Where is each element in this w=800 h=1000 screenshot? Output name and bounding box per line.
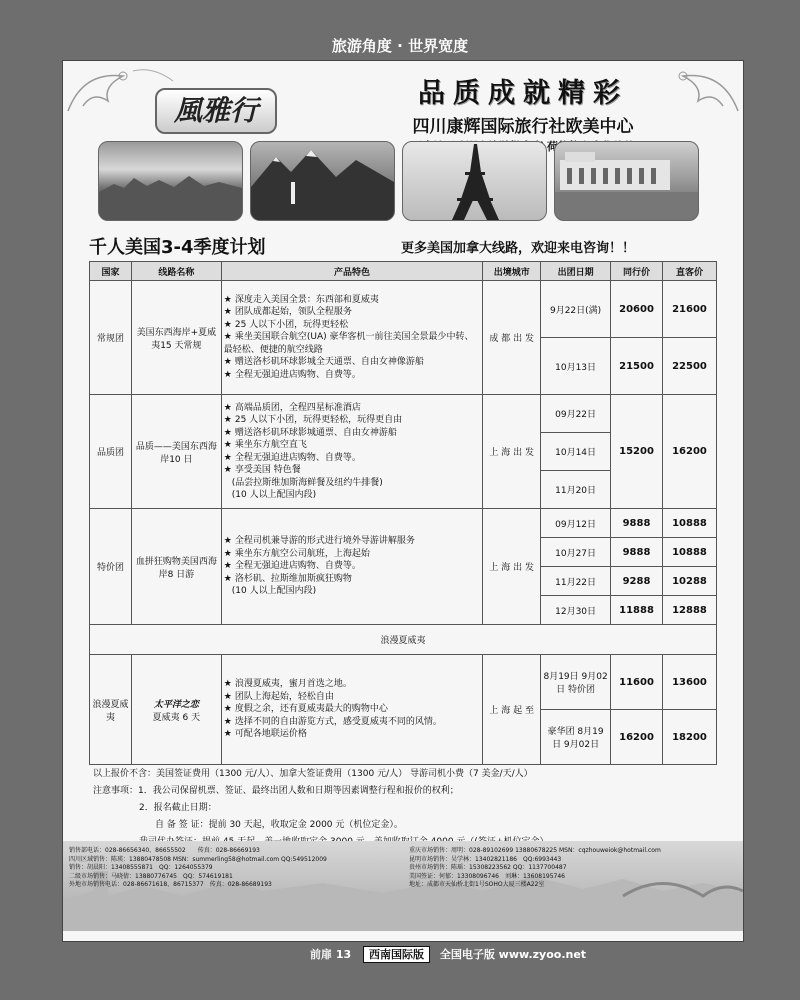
features-cell: ★ 深度走入美国全景：东西部和夏威夷 ★ 团队成都起始，领队全程服务 ★ 25 人以下小团，玩得更轻松 ★ 乘坐美国联合航空(UA) 豪华客机一前往美国全景最少中转、最轻松、便捷的航空线路 ★ 赠送洛杉矶环球影城全天通票、自由女神像游船 ★ 全程无强迫进店购物、自费等。 xyxy=(221,281,482,395)
route-name: 夏威夷 6 天 xyxy=(152,712,201,723)
retail-price-cell: 12888 xyxy=(663,596,717,625)
retail-price-cell: 18200 xyxy=(663,710,717,765)
peer-price-cell: 21500 xyxy=(611,338,663,395)
date-cell: 09月22日 xyxy=(541,395,611,433)
contacts-left: 销售部电话：028-86656340、86655502 传真：028-86669193 四川区域销售：陈瑛：13880478508 MSN：summerling58@hotmail.com QQ:549512009 销售：胡晨阳：13408555871 QQ：1264055379 二级市场销售：马晓倩：13880776745 QQ：574619181 外地市场销售电话：028-86671618、86715377 传真：028-86689193 xyxy=(69,847,327,888)
route-cell: 血拼狂购物美国西海岸8 日游 xyxy=(131,509,221,625)
city-cell: 上 海 出 发 xyxy=(483,395,541,509)
section-title: 浪漫夏威夷 xyxy=(90,625,717,655)
star-icon: ★ xyxy=(223,691,232,702)
header-retail-price: 直客价 xyxy=(663,262,717,281)
retail-price-cell: 13600 xyxy=(663,655,717,710)
website-link[interactable]: www.zyoo.net xyxy=(498,948,587,961)
star-icon: ★ xyxy=(223,402,232,413)
retail-price-cell: 22500 xyxy=(663,338,717,395)
table-row xyxy=(90,395,717,433)
route-cell: 品质——美国东西海岸10 日 xyxy=(131,395,221,509)
peer-price-cell: 9888 xyxy=(611,509,663,538)
contacts-right: 重庆市场销售：周明：028-89102699 13880678225 MSN：cqzhouweiok@hotmail.com 昆明市场销售：吴学林：13402821186 QQ:6993443 贵州市场销售：陈瑶：15308223562 QQ：1137700487 美国签证：何郁：13308096746 刘琳：13608195746 地址：成都市天仙桥北街1号SOHO大厦三楼A22室 xyxy=(409,847,661,888)
date-cell: 10月14日 xyxy=(541,433,611,471)
peer-price-cell: 9288 xyxy=(611,567,663,596)
date-cell: 11月20日 xyxy=(541,471,611,509)
date-cell: 豪华团 8月19日 9月02日 xyxy=(541,710,611,765)
retail-price-cell: 21600 xyxy=(663,281,717,338)
retail-price-cell: 10888 xyxy=(663,509,717,538)
star-icon: ★ xyxy=(223,319,232,330)
agency-name: 四川康辉国际旅行社欧美中心 xyxy=(412,117,634,137)
star-icon: ★ xyxy=(223,548,232,559)
header-country: 国家 xyxy=(90,262,132,281)
category-cell: 品质团 xyxy=(90,395,132,509)
star-icon: ★ xyxy=(223,307,232,318)
edition-slogan: 全国电子版 xyxy=(439,948,495,961)
price-exclusions: 以上报价不含：美国签证费用（1300 元/人）、加拿大签证费用（1300 元/人） 导游司机小费（7 美金/天/人） xyxy=(93,769,533,779)
brand-logo xyxy=(155,88,277,134)
date-cell: 10月13日 xyxy=(541,338,611,395)
star-icon: ★ xyxy=(223,465,232,475)
features-cell: ★ 全程司机兼导游的形式进行境外导游讲解服务 ★ 乘坐东方航空公司航班，上海起始 ★ 全程无强迫进店购物、自费等。 ★ 洛杉矶、拉斯维加斯疯狂购物 (10 人以上配国内段) xyxy=(221,509,482,625)
category-cell: 常规团 xyxy=(90,281,132,395)
bottom-bar xyxy=(310,946,586,962)
city-cell: 成 都 出 发 xyxy=(483,281,541,395)
star-icon: ★ xyxy=(223,369,232,380)
header-departure-date: 出团日期 xyxy=(541,262,611,281)
header-peer-price: 同行价 xyxy=(611,262,663,281)
star-icon: ★ xyxy=(223,561,232,572)
star-icon: ★ xyxy=(223,716,232,727)
star-icon: ★ xyxy=(223,294,232,305)
star-icon: ★ xyxy=(223,415,232,425)
photo-strip xyxy=(98,141,698,221)
peer-price-cell: 20600 xyxy=(611,281,663,338)
peer-price-cell: 16200 xyxy=(611,710,663,765)
star-icon: ★ xyxy=(223,357,232,368)
page-number: 前扉 13 xyxy=(310,948,352,961)
city-cell: 上 海 起 至 xyxy=(483,655,541,765)
top-banner xyxy=(0,0,800,60)
table-header-row xyxy=(90,262,717,281)
photo-riverside-palace xyxy=(554,141,699,221)
agency-slogan: 品质成就精彩 xyxy=(418,78,628,109)
star-icon: ★ xyxy=(223,332,232,343)
star-icon: ★ xyxy=(223,536,232,547)
table-row xyxy=(90,655,717,710)
peer-price-cell: 15200 xyxy=(611,395,663,509)
notes-block xyxy=(93,766,713,851)
features-cell: ★ 高端品质团，全程四星标准酒店 ★ 25 人以下小团，玩得更轻松，玩得更自由 ★ 赠送洛杉矶环球影城通票、自由女神游船 ★ 乘坐东方航空直飞 ★ 全程无强迫进店购物、自费等。 ★ 享受美国 特色餐 (品尝拉斯维加斯海鲜餐及纽约牛排餐) (10 人以上配国内段) xyxy=(221,395,482,509)
photo-eiffel-tower xyxy=(402,141,547,221)
star-icon: ★ xyxy=(223,729,232,740)
table-row xyxy=(90,509,717,538)
star-icon: ★ xyxy=(223,704,232,715)
edition-label: 西南国际版 xyxy=(363,946,430,963)
date-cell: 10月27日 xyxy=(541,538,611,567)
date-cell: 11月22日 xyxy=(541,567,611,596)
brand-name: 風雅行 xyxy=(173,94,258,127)
features-cell: ★ 浪漫夏威夷，蜜月首选之地。 ★ 团队上海起始，轻松自由 ★ 度假之余，还有夏威夷最大的购物中心 ★ 选择不同的自由游览方式，感受夏威夷不同的风情。 ★ 可配各地联运价格 xyxy=(221,655,482,765)
peer-price-cell: 11600 xyxy=(611,655,663,710)
tour-price-table xyxy=(89,261,717,765)
plan-title: 千人美国3-4季度计划 xyxy=(89,237,266,258)
star-icon: ★ xyxy=(223,427,232,438)
top-slogan: 旅游角度 · 世界宽度 xyxy=(331,37,469,55)
note-item: 自 备 签 证：提前 30 天起，收取定金 2000 元（机位定金）。 xyxy=(155,820,403,830)
date-cell: 12月30日 xyxy=(541,596,611,625)
ad-page xyxy=(62,60,744,942)
category-cell: 浪漫夏威夷 xyxy=(90,655,132,765)
header-features: 产品特色 xyxy=(221,262,482,281)
peer-price-cell: 9888 xyxy=(611,538,663,567)
photo-mountains xyxy=(250,141,395,221)
date-cell: 09月12日 xyxy=(541,509,611,538)
route-cell xyxy=(131,655,221,765)
header-route: 线路名称 xyxy=(131,262,221,281)
note-item: 2．报名截止日期： xyxy=(139,803,217,813)
peer-price-cell: 11888 xyxy=(611,596,663,625)
section-row xyxy=(90,625,717,655)
note-item: 注意事项：1．我公司保留机票、签证、最终出团人数和日期等因素调整行程和报价的权利； xyxy=(93,786,459,796)
table-row xyxy=(90,281,717,338)
photo-old-town xyxy=(98,141,243,221)
route-cell: 美国东西海岸+夏威夷15 天常规 xyxy=(131,281,221,395)
contacts-footer xyxy=(63,841,743,931)
retail-price-cell: 10888 xyxy=(663,538,717,567)
category-cell: 特价团 xyxy=(90,509,132,625)
city-cell: 上 海 出 发 xyxy=(483,509,541,625)
plan-slogan: 更多美国加拿大线路，欢迎来电咨询！！ xyxy=(401,241,636,256)
star-icon: ★ xyxy=(223,573,232,584)
header-departure-city: 出境城市 xyxy=(483,262,541,281)
date-cell: 8月19日 9月02日 特价团 xyxy=(541,655,611,710)
retail-price-cell: 10288 xyxy=(663,567,717,596)
star-icon: ★ xyxy=(223,679,232,690)
date-cell: 9月22日(满) xyxy=(541,281,611,338)
route-theme: 太平洋之恋 xyxy=(153,699,199,710)
retail-price-cell: 16200 xyxy=(663,395,717,509)
star-icon: ★ xyxy=(223,452,232,463)
star-icon: ★ xyxy=(223,440,232,450)
